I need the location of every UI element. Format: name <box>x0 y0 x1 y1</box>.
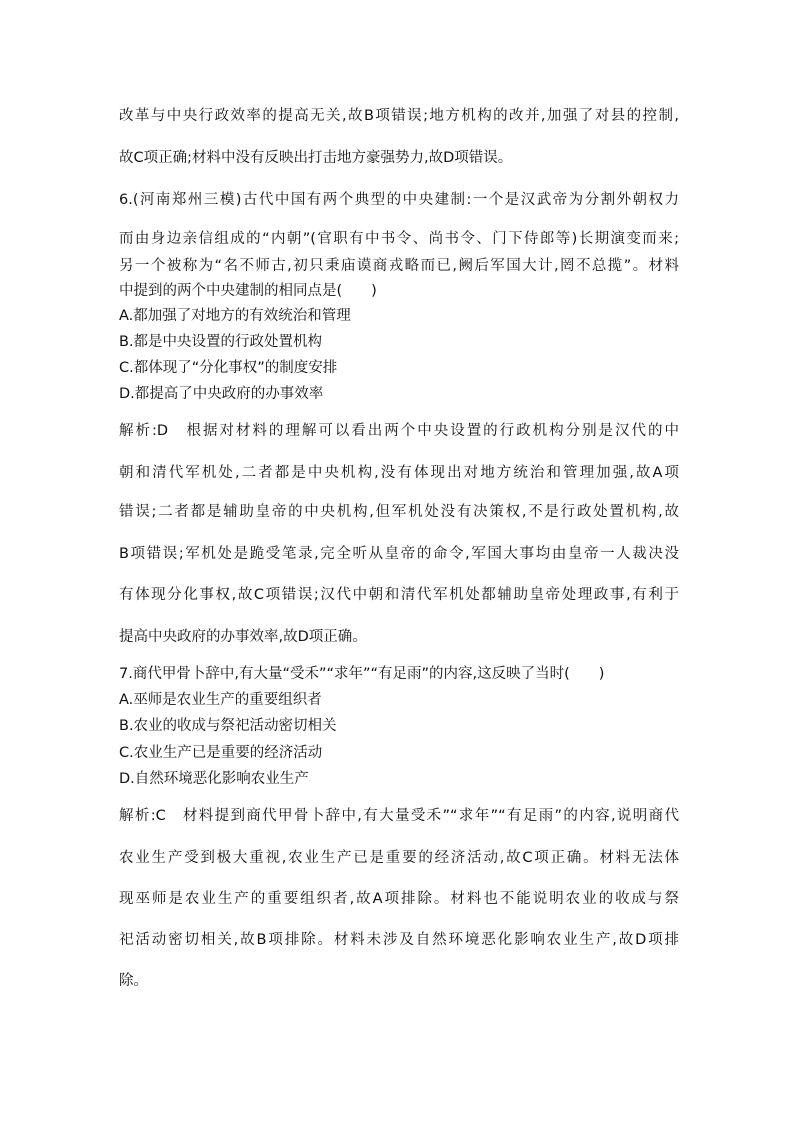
q6-analysis-line: 有体现分化事权,故C项错误;汉代中朝和清代军机处都辅助皇帝处理政事,有利于 <box>119 587 679 603</box>
q7-analysis-line: 除。 <box>119 973 148 989</box>
q6-option-b: B.都是中央设置的行政处置机构 <box>119 334 323 350</box>
q7-analysis-line: 祀活动密切相关,故B项排除。材料未涉及自然环境恶化影响农业生产,故D项排 <box>119 932 679 948</box>
q6-stem-line: 6.(河南郑州三模)古代中国有两个典型的中央建制:一个是汉武帝为分割外朝权力 <box>119 192 679 208</box>
q6-stem-line: 另一个被称为“名不师古,初只秉庙谟商戎略而已,阙后军国大计,罔不总揽”。材料 <box>119 258 679 274</box>
q6-option-d: D.都提高了中央政府的办事效率 <box>119 386 324 402</box>
analysis-continuation-line: 改革与中央行政效率的提高无关,故B项错误;地方机构的改并,加强了对县的控制, <box>119 108 679 124</box>
q6-option-a: A.都加强了对地方的有效统治和管理 <box>119 308 351 324</box>
q7-analysis-line: 解析:C 材料提到商代甲骨卜辞中,有大量受禾”“求年”“有足雨”的内容,说明商代 <box>119 808 679 824</box>
q7-stem-line: 7.商代甲骨卜辞中,有大量“受禾”“求年”“有足雨”的内容,这反映了当时( ) <box>119 666 605 682</box>
q6-stem-line: 中提到的两个中央建制的相同点是( ) <box>119 283 377 299</box>
q7-option-b: B.农业的收成与祭祀活动密切相关 <box>119 718 337 734</box>
q7-analysis-line: 农业生产受到极大重视,农业生产已是重要的经济活动,故C项正确。材料无法体 <box>119 850 679 866</box>
q7-option-c: C.农业生产已是重要的经济活动 <box>119 745 323 761</box>
q7-analysis-line: 现巫师是农业生产的重要组织者,故A项排除。材料也不能说明农业的收成与祭 <box>119 891 679 907</box>
q7-option-a: A.巫师是农业生产的重要组织者 <box>119 692 322 708</box>
q7-option-d: D.自然环境恶化影响农业生产 <box>119 771 309 787</box>
q6-option-c: C.都体现了“分化事权”的制度安排 <box>119 360 338 376</box>
q6-analysis-line: 提高中央政府的办事效率,故D项正确。 <box>119 629 367 645</box>
q6-stem-line: 而由身边亲信组成的“内朝”(官职有中书令、尚书令、门下侍郎等)长期演变而来; <box>119 231 679 247</box>
analysis-continuation-line: 故C项正确;材料中没有反映出打击地方豪强势力,故D项错误。 <box>119 150 513 166</box>
q6-analysis-line: B项错误;军机处是跪受笔录,完全听从皇帝的命令,军国大事均由皇帝一人裁决没 <box>119 546 679 562</box>
q6-analysis-line: 朝和清代军机处,二者都是中央机构,没有体现出对地方统治和管理加强,故A项 <box>119 465 679 481</box>
q6-analysis-line: 解析:D 根据对材料的理解可以看出两个中央设置的行政机构分别是汉代的中 <box>119 423 679 439</box>
q6-analysis-line: 错误;二者都是辅助皇帝的中央机构,但军机处没有决策权,不是行政处置机构,故 <box>119 504 679 520</box>
